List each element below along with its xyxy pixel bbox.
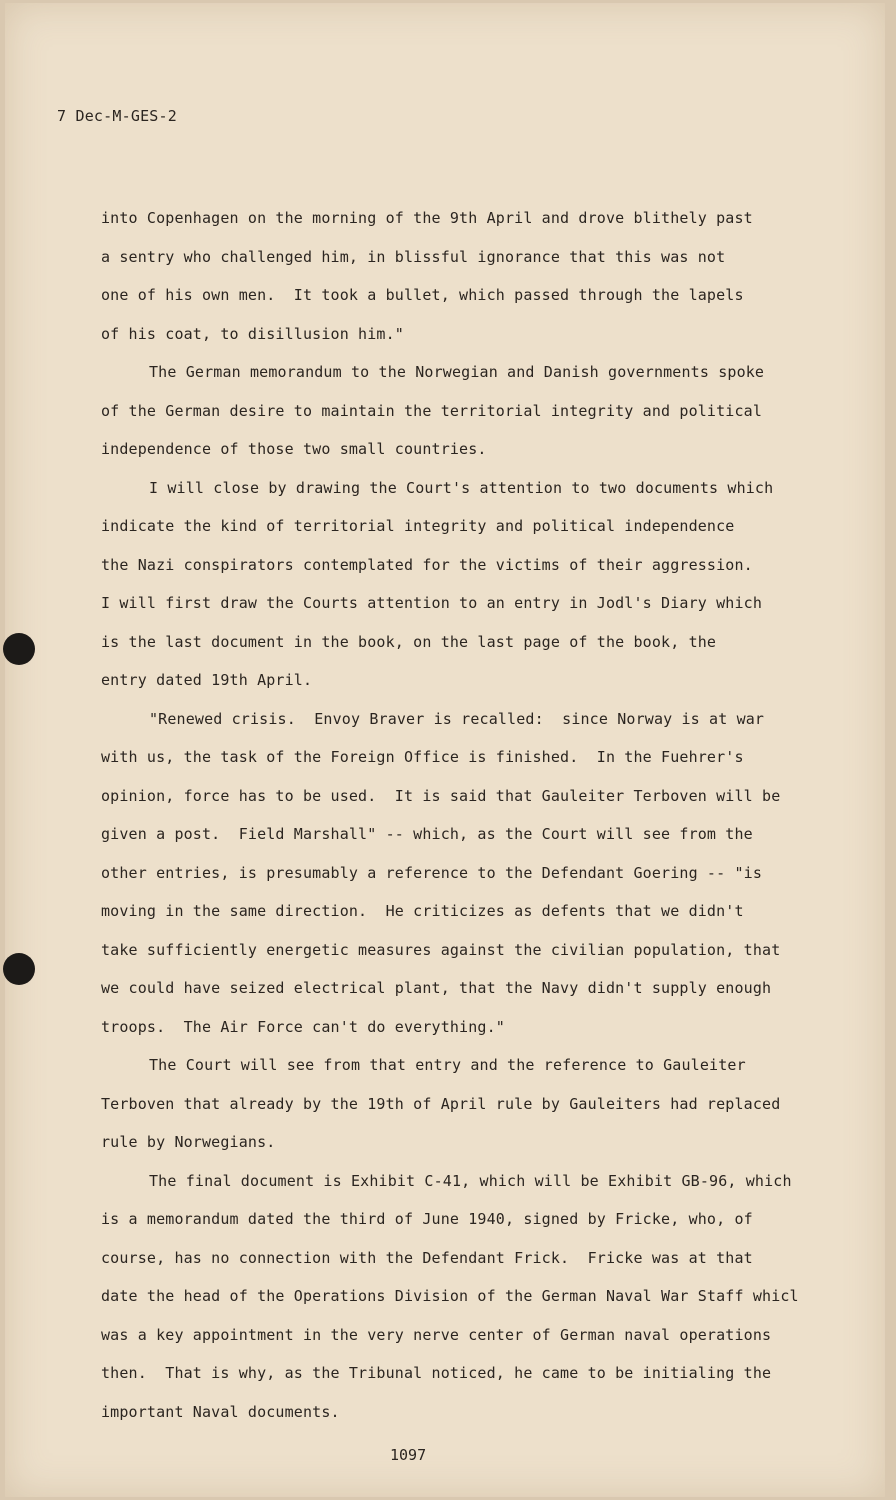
- text-line: of his coat, to disillusion him.": [101, 324, 404, 343]
- page-number: 1097: [390, 1446, 427, 1464]
- text-line: opinion, force has to be used. It is said that Gauleiter Terboven will be: [101, 786, 781, 805]
- paragraph: [101, 1046, 841, 1162]
- text-line: then. That is why, as the Tribunal noticed, he came to be initialing the: [101, 1364, 772, 1382]
- text-line: important Naval documents.: [101, 1402, 340, 1421]
- text-line: we could have seized electrical plant, that the Navy didn't supply enough: [101, 979, 772, 997]
- text-line: moving in the same direction. He criticizes as defents that we didn't: [101, 902, 744, 920]
- text-line: Terboven that already by the 19th of April rule by Gauleiters had replaced: [101, 1094, 781, 1113]
- text-line: rule by Norwegians.: [101, 1133, 276, 1151]
- text-line: with us, the task of the Foreign Office is finished. In the Fuehrer's: [101, 748, 744, 766]
- text-line: independence of those two small countries.: [101, 440, 487, 458]
- text-line: is the last document in the book, on the last page of the book, the: [101, 632, 717, 651]
- text-line: is a memorandum dated the third of June 1940, signed by Fricke, who, of: [101, 1210, 753, 1228]
- text-line: I will first draw the Courts attention to an entry in Jodl's Diary which: [101, 594, 763, 612]
- text-line: date the head of the Operations Division of the German Naval War Staff whicl: [101, 1287, 799, 1305]
- text-line: entry dated 19th April.: [101, 671, 313, 689]
- paragraph: [101, 353, 841, 469]
- text-line: I will close by drawing the Court's attention to two documents which: [149, 478, 774, 497]
- paragraph: [101, 700, 841, 1047]
- text-line: The Court will see from that entry and the reference to Gauleiter: [149, 1056, 746, 1074]
- text-line: the Nazi conspirators contemplated for the victims of their aggression.: [101, 555, 753, 574]
- paragraph: [101, 1162, 841, 1432]
- text-line: troops. The Air Force can't do everything.": [101, 1017, 505, 1036]
- paragraph: [101, 469, 841, 700]
- punch-hole: [3, 953, 35, 985]
- text-line: one of his own men. It took a bullet, which passed through the lapels: [101, 286, 744, 304]
- text-line: given a post. Field Marshall" -- which, as the Court will see from the: [101, 825, 753, 843]
- text-line: The German memorandum to the Norwegian and Danish governments spoke: [149, 363, 765, 381]
- text-line: The final document is Exhibit C-41, which will be Exhibit GB-96, which: [149, 1171, 792, 1190]
- text-line: course, has no connection with the Defendant Frick. Fricke was at that: [101, 1248, 753, 1267]
- document-code: 7 Dec-M-GES-2: [57, 107, 177, 125]
- text-line: take sufficiently energetic measures against the civilian population, that: [101, 940, 781, 959]
- body-text: [101, 199, 841, 1431]
- document-page: [5, 3, 885, 1497]
- text-line: into Copenhagen on the morning of the 9th April and drove blithely past: [101, 209, 753, 227]
- punch-hole: [3, 633, 35, 665]
- text-line: a sentry who challenged him, in blissful ignorance that this was not: [101, 247, 726, 266]
- paragraph: [101, 199, 841, 353]
- text-line: other entries, is presumably a reference to the Defendant Goering -- "is: [101, 863, 763, 882]
- text-line: indicate the kind of territorial integrity and political independence: [101, 517, 735, 535]
- text-line: "Renewed crisis. Envoy Braver is recalled: since Norway is at war: [149, 709, 765, 728]
- text-line: was a key appointment in the very nerve center of German naval operations: [101, 1325, 772, 1344]
- text-line: of the German desire to maintain the territorial integrity and political: [101, 401, 763, 420]
